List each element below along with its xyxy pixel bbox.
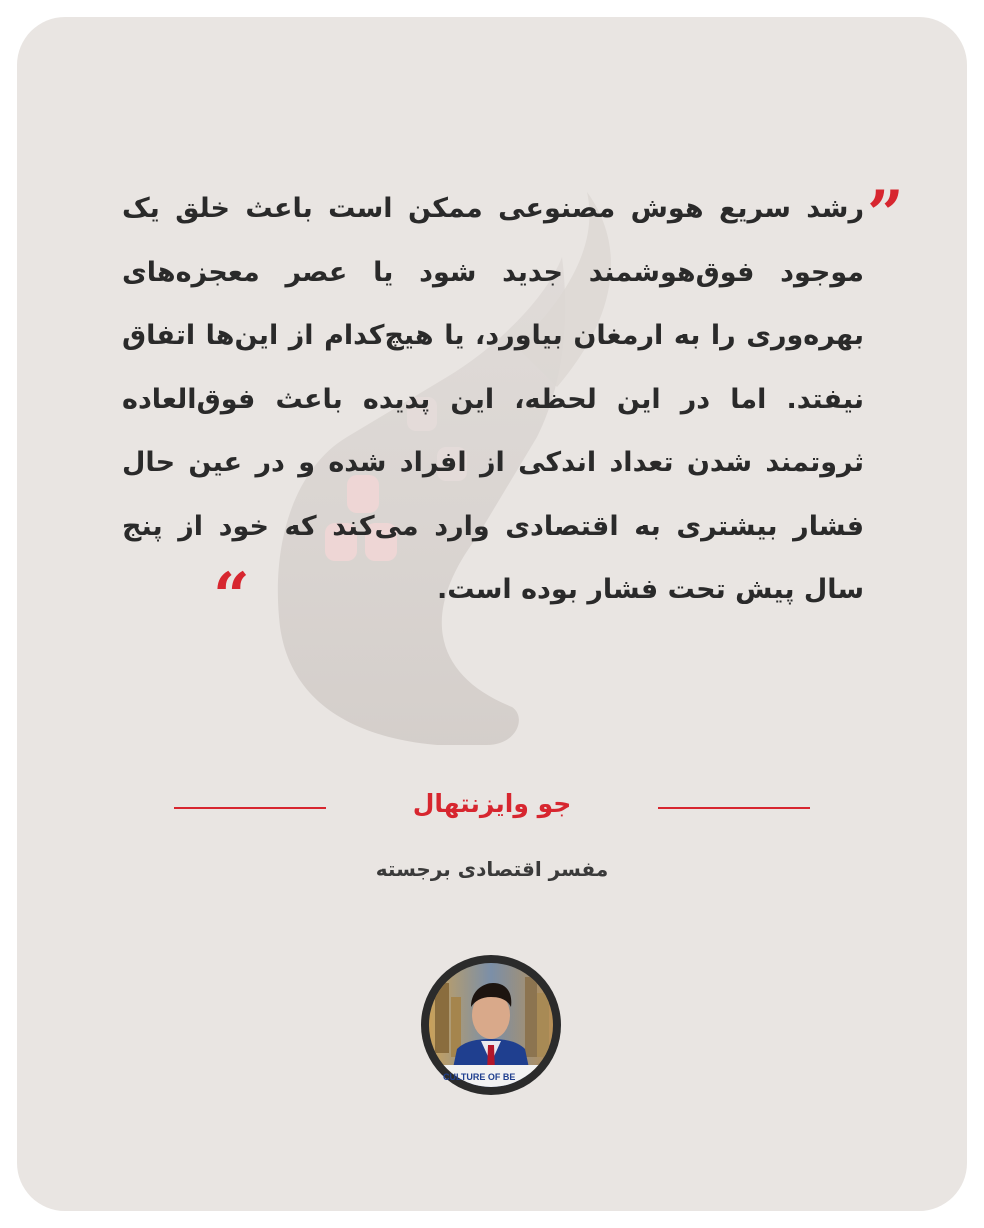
author-title: مفسر اقتصادی برجسته [375,857,609,881]
author-photo-icon [429,963,553,1087]
avatar [421,955,561,1095]
photo-caption: CULTURE OF BE [443,1072,516,1082]
quote-text: رشد سریع هوش مصنوعی ممکن است باعث خلق یک موجود فوق‌هوشمند جدید شود یا عصر معجزه‌های بهره‌وری را به ارمغان بیاورد، یا هیچ‌کدام از این‌ها اتفاق نیفتد. اما در این لحظه، این پدیده باعث فوق‌العاده ثروتمند شدن تعداد اندکی از افراد شده و در عین حال فشار بیشتری به اقتصادی وارد می‌کند که خود از پنج سال پیش تحت فشار بوده است. [122,193,864,605]
open-quote-icon: ” [867,177,904,252]
quote-card [17,17,967,1211]
author-name: جو وایزنتهال [412,789,572,818]
close-quote-icon: “ [213,559,250,634]
